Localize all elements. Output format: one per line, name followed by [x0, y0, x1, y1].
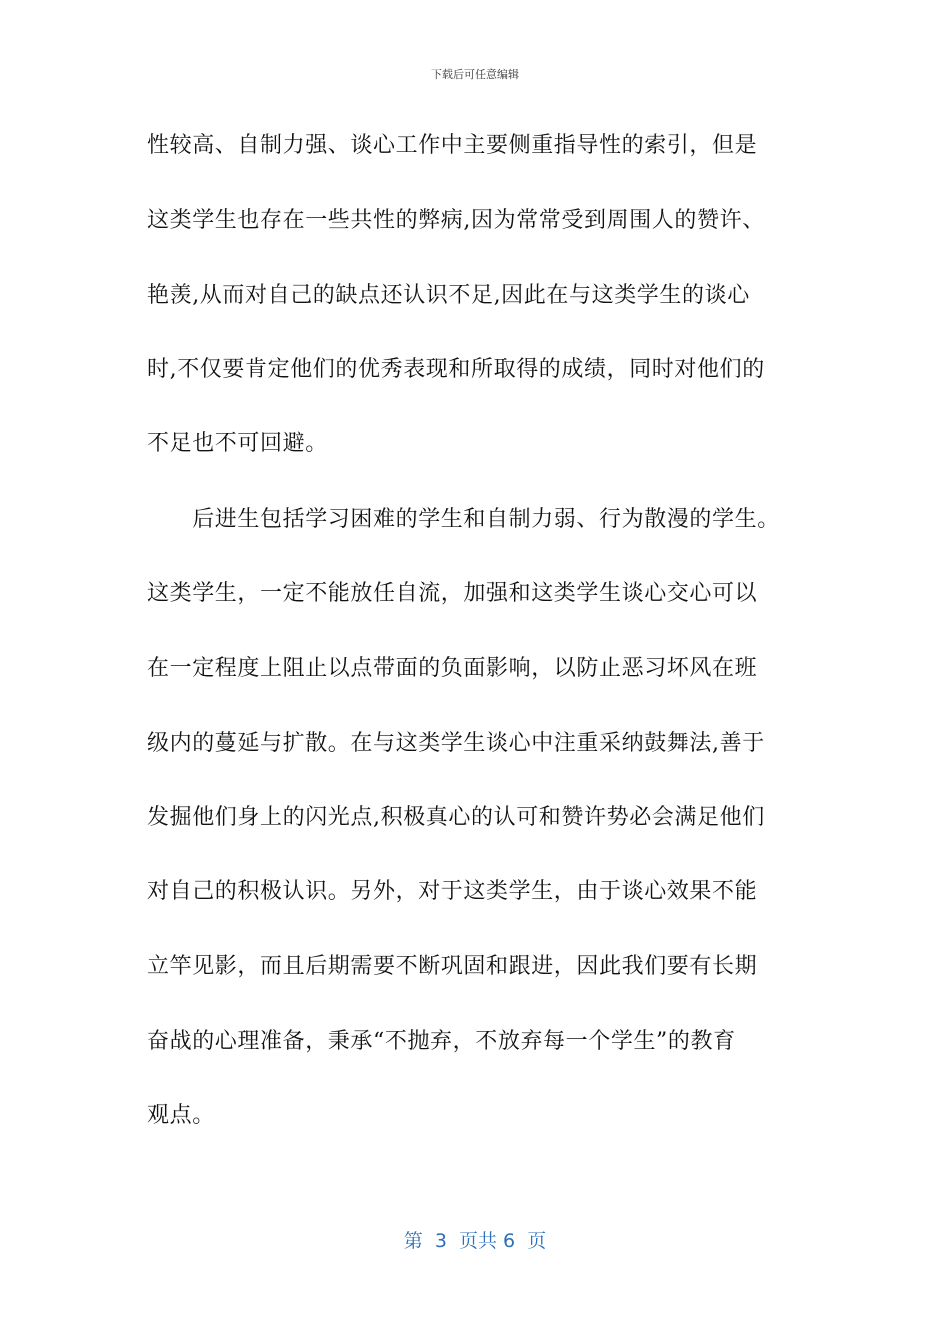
paragraph-line: 级内的蔓延与扩散。在与这类学生谈心中注重采纳鼓舞法,善于	[147, 731, 765, 756]
paragraph-line: 奋战的心理准备，秉承“不抛弃，不放弃每一个学生”的教育	[147, 1029, 736, 1054]
paragraph-line: 对自己的积极认识。另外，对于这类学生，由于谈心效果不能	[147, 879, 758, 904]
paragraph-line: 这类学生也存在一些共性的弊病,因为常常受到周围人的赞许、	[147, 208, 765, 233]
paragraph-line: 观点。	[147, 1103, 215, 1128]
page-header: 下载后可任意编辑	[431, 68, 519, 81]
paragraph-line: 立竿见影，而且后期需要不断巩固和跟进，因此我们要有长期	[147, 954, 758, 979]
paragraph-line: 后进生包括学习困难的学生和自制力弱、行为散漫的学生。	[147, 507, 780, 532]
paragraph-line: 艳羡,从而对自己的缺点还认识不足,因此在与这类学生的谈心	[147, 283, 750, 308]
paragraph-line: 在一定程度上阻止以点带面的负面影响，以防止恶习坏风在班	[147, 656, 758, 681]
paragraph-line: 时,不仅要肯定他们的优秀表现和所取得的成绩，同时对他们的	[147, 357, 765, 382]
paragraph-line: 不足也不可回避。	[147, 431, 328, 456]
paragraph-line: 发掘他们身上的闪光点,积极真心的认可和赞许势必会满足他们	[147, 805, 765, 830]
paragraph-line: 这类学生，一定不能放任自流，加强和这类学生谈心交心可以	[147, 581, 758, 606]
paragraph-line: 性较高、自制力强、谈心工作中主要侧重指导性的索引，但是	[147, 133, 758, 158]
page-number-footer: 第 3 页共 6 页	[403, 1230, 547, 1252]
